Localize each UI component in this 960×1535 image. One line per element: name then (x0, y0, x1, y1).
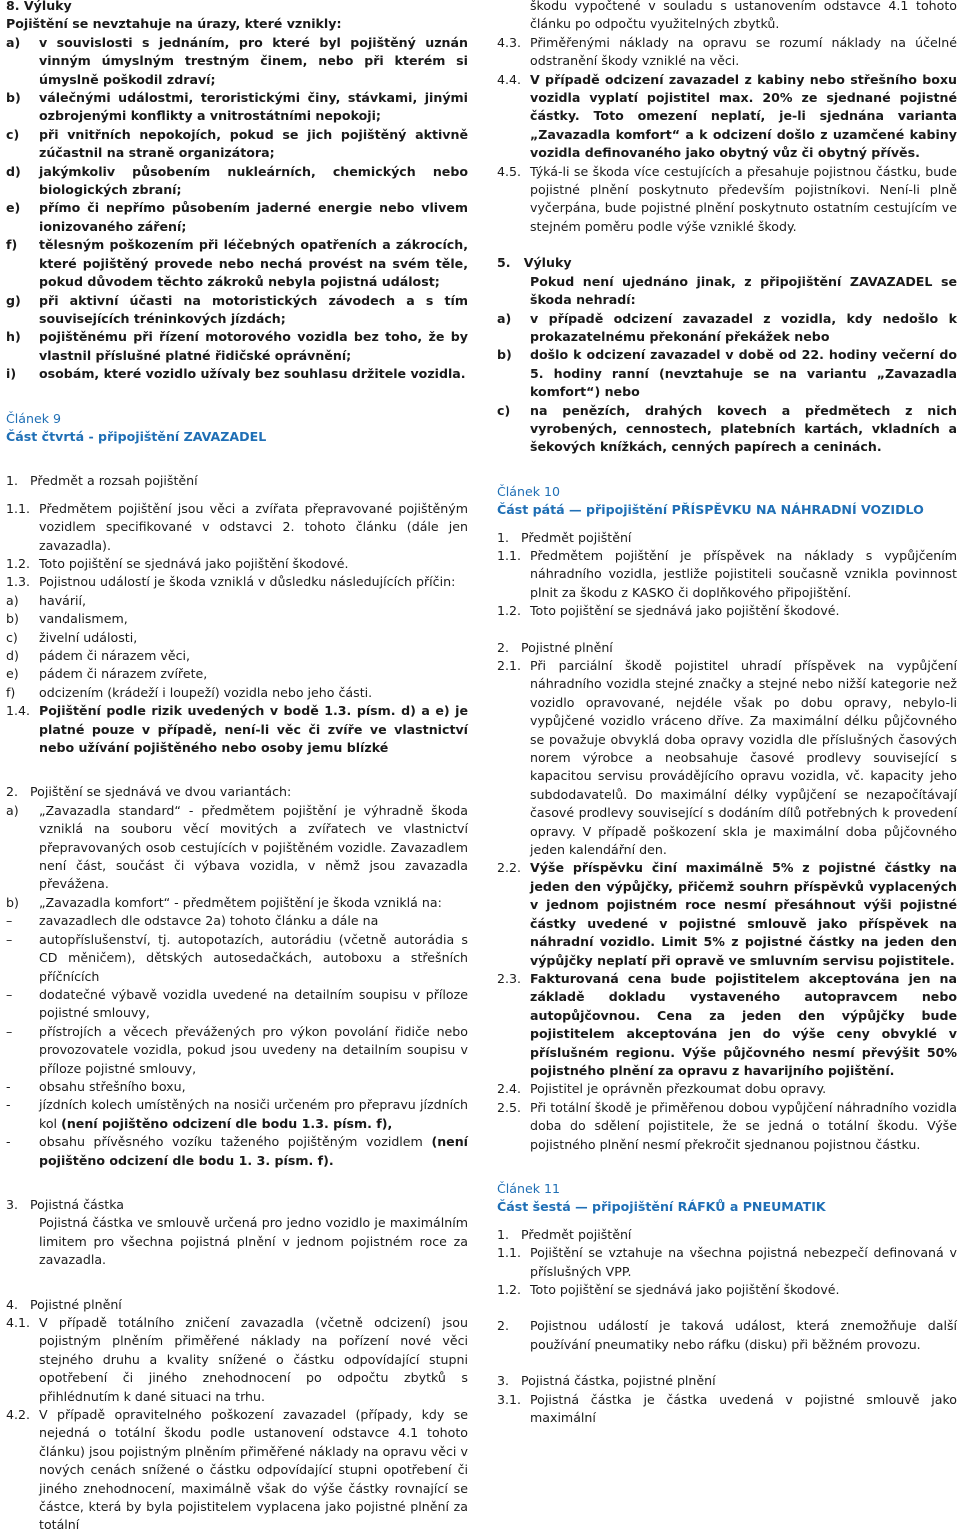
clause-text: Pojištění podle rizik uvedených v bodě 1.3. písm. d) a e) je platné pouze v případě, není-li věc či zvíře ve vlastnictví nebo užívání pojištěného nebo osoby jemu blízké (39, 703, 468, 756)
clause (6, 802, 468, 894)
clause-text: Výše příspěvku činí maximálně 5% z pojistné částky na jeden den výpůjčky, přičemž souhrn příspěvků vyplacených v jednom pojistném roce nesmí přesáhnout výši pojistné částky uvedené v pojistné smlouvě jako příspěvek na náhradní vozidlo. Limit 5% z pojistné částky na jeden den výpůjčky neplatí při opravě ve smluvním servisu pojistitele. (530, 860, 957, 968)
list-marker: b) (6, 90, 21, 106)
list-item (6, 665, 468, 683)
clause-number: 3.1. (497, 1391, 522, 1407)
subsection-heading: 3. Pojistná částka, pojistné plnění (497, 1373, 716, 1389)
list-item (6, 931, 468, 986)
clause (6, 894, 468, 912)
clause (6, 555, 468, 573)
dash-marker: – (6, 986, 13, 1002)
list-item (6, 629, 468, 647)
list-item (6, 1078, 468, 1096)
list-item (497, 402, 957, 457)
list-text: autopříslušenství, tj. autopotazích, autorádiu (včetně autorádia s CD měničem), dětských autosedačkách, autoboxu a střešních příčnících (39, 931, 468, 984)
clause (497, 657, 957, 859)
clause (497, 71, 957, 163)
clause-number: 2.5. (497, 1099, 522, 1115)
list-text: při vnitřních nepokojích, pokud se jich pojištěný aktivně zúčastnil na straně organizátora; (39, 126, 468, 161)
clause (497, 1281, 957, 1299)
clause (497, 970, 957, 1080)
list-text: válečnými událostmi, teroristickými činy, stávkami, jinými ozbrojenými konflikty a vnitrostátními nepokoji; (39, 90, 468, 124)
list-marker: c) (6, 629, 18, 645)
list-item (6, 1023, 468, 1078)
list-item (6, 89, 468, 126)
clause-number: 4.5. (497, 163, 522, 179)
list-marker: a) (6, 802, 19, 818)
list-item (6, 292, 468, 329)
clause (497, 1080, 957, 1098)
article-10-label: Článek 10 (497, 483, 561, 499)
clause (497, 547, 957, 602)
list-text: v souvislosti s jednáním, pro které byl pojištěný uznán vinným úmyslným trestným činem, nebo při kterém si úmyslně poškodil zdraví; (39, 34, 468, 87)
list-marker: f) (6, 684, 16, 700)
list-item (6, 592, 468, 610)
list-text: havárií, (39, 592, 87, 608)
list-item (497, 310, 957, 347)
list-item (6, 163, 468, 200)
article-9-title: Část čtvrtá - připojištění ZAVAZADEL (6, 428, 267, 444)
clause (497, 1317, 957, 1354)
clause (6, 1314, 468, 1406)
clause-text: Pojistná částka je částka uvedená v pojistné smlouvě jako maximální (530, 1391, 957, 1426)
clause-number: 1.3. (6, 574, 31, 590)
clause (497, 34, 957, 71)
subsection-heading: 2. Pojištění se sjednává ve dvou variantách: (6, 784, 292, 800)
list-text: odcizením (krádeží i loupeží) vozidla nebo jeho části. (39, 684, 373, 700)
list-text: jízdních kolech umístěných na nosiči určeném pro přepravu jízdních kol (39, 1097, 468, 1131)
list-text: vandalismem, (39, 611, 128, 627)
list-item (6, 986, 468, 1023)
clause (6, 702, 468, 757)
list-text: jakýmkoliv působením nukleárních, chemických nebo biologických zbraní; (39, 163, 468, 198)
list-item (6, 912, 468, 930)
left-column (6, 0, 468, 1535)
list-item (6, 126, 468, 163)
dash-marker: - (6, 1078, 11, 1094)
list-item (6, 236, 468, 291)
list-text: na penězích, drahých kovech a předmětech z nich vyrobených, cennostech, platebních kartách, vkladních a šekových knížkách, cenných papírech a ceninách. (530, 402, 957, 455)
list-text: přímo či nepřímo působením jaderné energie nebo vlivem ionizovaného záření; (39, 200, 468, 234)
list-text-bold: (není pojištěno odcizení dle bodu 1. 3. písm. f). (39, 1134, 468, 1168)
list-marker: d) (6, 163, 21, 179)
list-marker: e) (6, 666, 19, 682)
article-11-label: Článek 11 (497, 1180, 561, 1196)
clause-text: „Zavazadla standard“ - předmětem pojištění je výhradně škoda vzniklá na souboru věcí movitých a zvířatech ve vlastnictví přepravovaných osob cestujících v pojištěném vozidle. Zavazadlem není část, součást či výbava vozidla, v němž jsou zavazadla převážena. (39, 802, 468, 892)
clause-text: Týká-li se škoda více cestujících a přesahuje pojistnou částku, bude pojistné plnění poskytnuto především pojistníkovi. Není-li plně vyčerpána, bude pojistné plnění poskytnuto ostatním cestujícím ve stejném poměru podle výše vzniklé škody. (530, 163, 957, 234)
list-marker: b) (6, 611, 19, 627)
clause (497, 1391, 957, 1428)
list-text: pádem či nárazem zvířete, (39, 666, 208, 682)
list-item (6, 199, 468, 236)
list-item (6, 365, 468, 383)
list-marker: a) (497, 310, 512, 326)
clause-text: Fakturovaná cena bude pojistitelem akceptována jen na základě dokladu vystaveného autopravcem nebo autopůjčovnou. Cena za jeden den výpůjčky bude pojistitelem akceptována jen do výše ceny obvyklé v příslušném regionu. Výše půjčovného nesmí převýšit 50% pojistného plnění za opravu z havarijního pojištění. (530, 970, 957, 1078)
clause-number: 4.2. (6, 1407, 31, 1423)
clause-text: „Zavazadla komfort“ - předmětem pojištění je škoda vzniklá na: (39, 894, 442, 910)
list-item (6, 1133, 468, 1170)
subsection-heading: 5. Výluky (497, 255, 572, 271)
list-text: pojištěnému při řízení motorového vozidla bez toho, že by vlastnil příslušné platné řidičské oprávnění; (39, 329, 468, 363)
dash-marker: – (6, 913, 13, 929)
list-marker: a) (6, 34, 21, 50)
list-text: pádem či nárazem věci, (39, 648, 191, 663)
exclusions-list (497, 310, 957, 457)
clause (497, 602, 957, 620)
clause-text: Předmětem pojištění jsou věci a zvířata přepravované pojištěným vozidlem specifikované v odstavci 2. tohoto článku (dále jen zavazadla). (39, 500, 468, 553)
clause-number: 4.1. (6, 1315, 31, 1330)
list-marker: b) (6, 894, 19, 910)
clause-text: Předmětem pojištění je příspěvek na náklady s vypůjčením náhradního vozidla, jestliže pojistiteli současně vznikla povinnost plnit za škodu z KASKO či doplňkového připojištění. (530, 547, 957, 600)
dash-marker: – (6, 931, 13, 947)
clause-number: 2.1. (497, 658, 522, 673)
list-item (6, 610, 468, 628)
exclusions-list (6, 34, 468, 384)
clause-number: 1.1. (497, 1245, 522, 1261)
article-10-title: Část pátá — připojištění PŘÍSPĚVKU NA NÁHRADNÍ VOZIDLO (497, 502, 924, 518)
list-marker: f) (6, 237, 18, 253)
subsection-heading: 4. Pojistné plnění (6, 1296, 122, 1312)
clause (497, 1099, 957, 1154)
subsection-heading: 3. Pojistná částka (6, 1196, 125, 1212)
list-text: v případě odcizení zavazadel z vozidla, kdy nedošlo k prokazatelnému překonání překážek nebo (530, 310, 957, 344)
list-text: obsahu přívěsného vozíku taženého pojištěným vozidlem (39, 1134, 423, 1150)
clause-number: 4.3. (497, 34, 522, 50)
right-column (497, 0, 957, 1427)
subsection-heading: 1. Předmět pojištění (497, 1226, 632, 1242)
list-text: při aktivní účasti na motoristických závodech a s tím souvisejících tréninkových jízdách; (39, 292, 468, 326)
list-text: tělesným poškozením při léčebných opatřeních a zákrocích, které pojištěný provede nebo nechá provést na svém těle, pokud důvodem těchto zákroků nebyla pojistná událost; (39, 237, 468, 290)
clause-number: 2. (497, 1318, 510, 1334)
clause-number: 2.3. (497, 970, 522, 986)
clause (497, 163, 957, 237)
clause-number: 1.2. (497, 603, 522, 619)
list-marker: c) (6, 126, 20, 142)
clause-number: 1.2. (6, 555, 31, 571)
clause-number: 1.4. (6, 703, 31, 719)
list-item (6, 684, 468, 702)
clause-number: 1.1. (497, 547, 522, 563)
list-marker: i) (6, 366, 17, 382)
subsection-heading: 1. Předmět a rozsah pojištění (6, 473, 198, 489)
list-item (6, 647, 468, 665)
list-text: dodatečné výbavě vozidla uvedené na detailním soupisu v příloze pojistné smlouvy, (39, 986, 468, 1021)
clause (497, 1244, 957, 1281)
list-text-bold: (není pojištěno odcizení dle bodu 1.3. písm. f), (61, 1115, 393, 1131)
list-marker: d) (6, 648, 19, 663)
list-marker: a) (6, 592, 19, 608)
list-item (497, 346, 957, 401)
clause-text: V případě opravitelného poškození zavazadel (případy, kdy se nejedná o totální škodu podle ustanovení odstavce 4.1 tohoto článku) jsou pojistným plněním přiměřené náklady na opravu věci v nových cenách snížené o částku odpovídající stupni opotřebení či jiného znehodnocení, maximálně však do výše částky rovnající se částce, která by byla pojistitelem vyplacena jako pojistné plnění za totální (39, 1407, 468, 1533)
clause-text: Pojištění se vztahuje na všechna pojistná nebezpečí definovaná v příslušných VPP. (530, 1245, 957, 1279)
list-marker: h) (6, 329, 21, 345)
paragraph: škodu vypočtené v souladu s ustanovením odstavce 4.1 tohoto článku po odpočtu využitelných zbytků. (530, 0, 957, 32)
exclusions-lead: Pojištění se nevztahuje na úrazy, které vznikly: (6, 16, 342, 32)
clause-number: 2.4. (497, 1081, 522, 1097)
clause-text: Pojistitel je oprávněn přezkoumat dobu opravy. (530, 1081, 827, 1097)
clause (6, 500, 468, 555)
subsection-heading: 1. Předmět pojištění (497, 529, 632, 545)
list-text: došlo k odcizení zavazadel v době od 22. hodiny večerní do 5. hodiny ranní (nevztahuje se na variantu „Zavazadla komfort“) nebo (530, 347, 957, 400)
clause-number: 1.1. (6, 500, 31, 516)
list-marker: c) (497, 402, 511, 418)
clause-text: Toto pojištění se sjednává jako pojištění škodové. (39, 555, 349, 571)
dash-marker: - (6, 1134, 11, 1150)
paragraph: Pojistná částka ve smlouvě určená pro jedno vozidlo je maximálním limitem pro všechna pojistná plnění v jednom pojistném roce za zavazadla. (39, 1215, 468, 1268)
clause (6, 573, 468, 591)
clause-text: Při totální škodě je přiměřenou dobou vypůjčení náhradního vozidla doba do sdělení pojistitele, že se jedná o totální škodu. Výše pojistného plnění nesmí překročit sjednanou pojistnou částku. (530, 1099, 957, 1152)
clause-number: 4.4. (497, 71, 522, 87)
clause-text: Toto pojištění se sjednává jako pojištění škodové. (530, 603, 840, 619)
list-marker: e) (6, 200, 21, 216)
clause-text: V případě totálního zničení zavazadla (včetně odcizení) jsou pojistným plněním přiměřené náklady na pořízení nové věci stejného druhu a kvality snížené o částku odpovídající stupni opotřebení či jiného znehodnocení po odpočtu zbytků s přihlédnutím k dané situaci na trhu. (39, 1315, 468, 1404)
clause (497, 859, 957, 969)
dash-marker: - (6, 1097, 11, 1113)
clause-text: Toto pojištění se sjednává jako pojištění škodové. (530, 1282, 840, 1297)
list-item (6, 1096, 468, 1133)
list-text: přístrojích a věcech převážených pro výkon povolání řidiče nebo provozovatele vozidla, pokud jsou uvedeny na detailním soupisu v příloze pojistné smlouvy, (39, 1023, 468, 1076)
clause-text: Pojistnou událostí je škoda vzniklá v důsledku následujících příčin: (39, 574, 456, 590)
list-text: zavazadlech dle odstavce 2a) tohoto článku a dále na (39, 913, 379, 929)
list-text: obsahu střešního boxu, (39, 1078, 186, 1094)
list-item (6, 34, 468, 89)
list-text: živelní události, (39, 629, 138, 645)
clause-text: Přiměřenými náklady na opravu se rozumí náklady na účelné odstranění škody vzniklé na věci. (530, 34, 957, 69)
clause (6, 1406, 468, 1535)
clause-number: 2.2. (497, 860, 522, 876)
dash-marker: – (6, 1023, 13, 1039)
clause-text: V případě odcizení zavazadel z kabiny nebo střešního boxu vozidla vyplatí pojistitel max. 20% ze sjednané pojistné částky. Toto omezení neplatí, je-li sjednána varianta „Zavazadla komfort“ a k odcizení došlo z uzamčené kabiny vozidla definovaného jako obytný vůz či obytný přívěs. (530, 71, 957, 161)
list-item (6, 328, 468, 365)
paragraph: Pokud není ujednáno jinak, z připojištění ZAVAZADEL se škoda nehradí: (530, 273, 957, 308)
clause-number: 1.2. (497, 1282, 522, 1297)
subsection-heading: 2. Pojistné plnění (497, 639, 613, 655)
article-9-label: Článek 9 (6, 410, 62, 426)
list-text: osobám, které vozidlo užívaly bez souhlasu držitele vozidla. (39, 366, 466, 382)
clause-text: Při parciální škodě pojistitel uhradí příspěvek na vypůjčení náhradního vozidla stejné značky a stejné nebo nižší kategorie než vozidlo opravované, nejdéle však po dobu opravy, nebylo-li vypůjčené vozidlo vráceno dříve. Za maximální délku půjčovného se považuje obvyklá doba opravy vozidla dle příslušných časových norem výrobce a neobsahuje časové prodlevy související s kapacitou servisu provádějícího opravu vozidla, vč. kapacity jeho subdodavatelů. Do maximální délky vypůjčení se nezapočítávají časové prodlevy související s dodáním dílů potřebných k provedení opravy. V případě poškození skla je maximální doba půjčovného jeden kalendářní den. (530, 658, 957, 858)
article-11-title: Část šestá — připojištění RÁFKŮ a PNEUMATIK (497, 1199, 826, 1215)
list-marker: b) (497, 347, 512, 363)
clause-text: Pojistnou událostí je taková událost, která znemožňuje další používání pneumatiky nebo ráfku (disku) při běžném provozu. (530, 1318, 957, 1352)
section-heading-exclusions: 8. Výluky (6, 0, 72, 13)
list-marker: g) (6, 292, 21, 308)
